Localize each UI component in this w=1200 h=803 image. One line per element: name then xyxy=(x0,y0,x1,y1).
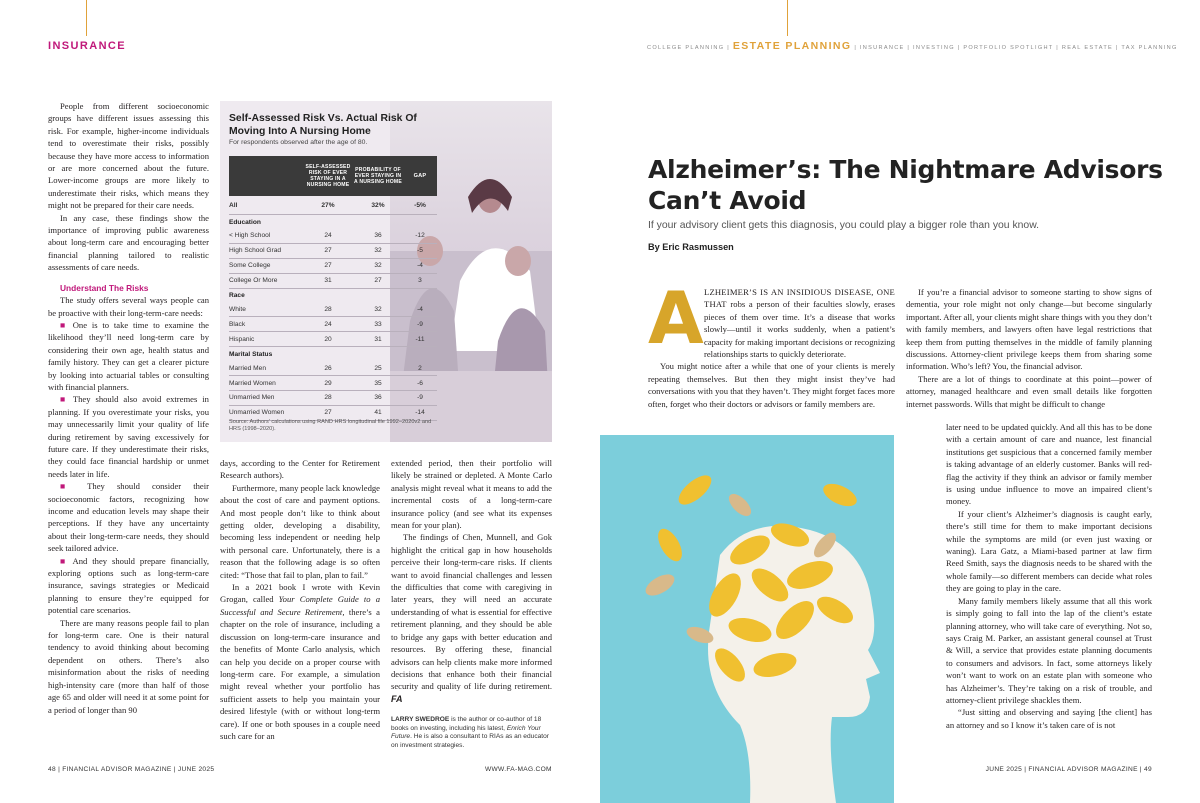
footer-url[interactable]: WWW.FA-MAG.COM xyxy=(485,766,552,773)
paragraph: “Just sitting and observing and saying [the client] has an attorney and so I know it’s taken care of is not xyxy=(946,707,1152,730)
table-cell: 36 xyxy=(353,391,403,406)
table-cell: 35 xyxy=(353,376,403,391)
leaves-head-image xyxy=(600,435,894,803)
table-cell: -11 xyxy=(403,332,437,347)
row-label: High School Grad xyxy=(229,243,303,258)
row-label: Married Women xyxy=(229,376,303,391)
bullet-icon: ■ xyxy=(60,319,68,330)
paragraph: There are a lot of things to coordinate at this point—power of attorney, managed healthcare and even small details like forgotten internet passwords. Wills that might be difficult to change xyxy=(906,373,1152,409)
table-cell: 28 xyxy=(303,391,353,406)
table-cell: 27 xyxy=(303,243,353,258)
risk-table-box xyxy=(220,101,552,442)
article-column-4 xyxy=(648,276,895,410)
table-subtitle: For respondents observed after the age of 80. xyxy=(229,139,368,146)
table-cell: 2 xyxy=(403,361,437,375)
table-source: Source: Authors’ calculations using RAND HRS longitudinal file 1992–2020v2 and HRS (1998–2020). xyxy=(229,419,432,432)
table-cell: -4 xyxy=(403,303,437,317)
table-cell: 31 xyxy=(303,273,353,288)
row-label: Married Men xyxy=(229,361,303,375)
paragraph: In any case, these findings show the importance of improving public awareness about long-term care and encouraging better financial planning tailored to realistic assessments of care needs. xyxy=(48,212,209,273)
table-cell: 41 xyxy=(353,405,403,420)
table-title: Self-Assessed Risk Vs. Actual Risk Of Moving Into A Nursing Home xyxy=(229,113,417,137)
table-cell: 27 xyxy=(303,405,353,420)
table-cell: 3 xyxy=(403,273,437,288)
article-column-5-wrap xyxy=(946,421,1152,731)
group-label: Marital Status xyxy=(229,350,273,358)
table-cell: 25 xyxy=(353,361,403,375)
table-cell: 31 xyxy=(353,332,403,347)
table-cell: -9 xyxy=(403,317,437,332)
bullet-item: ■ And they should prepare financially, exploring options such as long-term-care insurance, savings strategies or Medicaid planning to ensure they’re equipped for potential care scenarios. xyxy=(48,555,209,616)
table-cell: -5% xyxy=(403,196,437,215)
nav-item-current[interactable]: ESTATE PLANNING xyxy=(732,40,852,52)
article-column-2 xyxy=(220,457,380,742)
row-label: White xyxy=(229,303,303,317)
nav-item[interactable]: | INSURANCE | INVESTING | PORTFOLIO SPOTLIGHT | REAL ESTATE | TAX PLANNING xyxy=(851,45,1178,51)
autumn-leaves-icon xyxy=(600,435,894,803)
risk-table xyxy=(229,156,437,421)
table-cell: 32 xyxy=(353,258,403,273)
bullet-icon: ■ xyxy=(60,394,69,405)
paragraph: You might notice after a while that one of your clients is merely repeating themselves. But then they might insist they’ve had conversations with you that they haven’t. They might forget faces more often, forget who their doctors or advisors or family members are. xyxy=(648,361,895,409)
column-header: PROBABILITY OF EVER STAYING IN A NURSING HOME xyxy=(353,156,403,196)
nav-item[interactable]: COLLEGE PLANNING | xyxy=(647,45,733,51)
row-label: Unmarried Women xyxy=(229,405,303,420)
article-deck: If your advisory client gets this diagnosis, you could play a bigger role than you know. xyxy=(648,220,1040,231)
footer-left: 48 | FINANCIAL ADVISOR MAGAZINE | JUNE 2025 xyxy=(48,766,215,773)
row-label: Hispanic xyxy=(229,332,303,347)
article-column-5 xyxy=(906,286,1152,410)
table-cell: 32 xyxy=(353,303,403,317)
paragraph: extended period, then their portfolio will likely be strained or depleted. A Monte Carlo analysis might reveal what it means to add the incremental costs of a long-term-care insurance policy (and see what its expenses mean for your plan). xyxy=(391,458,552,531)
paragraph: There are many reasons people fail to plan for long-term care. One is their natural tendency to avoid thinking about becoming dependent on others. There’s also misinformation about the risks of needing high-intensity care (more than half of those age 65 and older will need it at some point for a period of longer than 90 xyxy=(48,617,209,715)
table-cell: 27 xyxy=(303,258,353,273)
article-title: Alzheimer’s: The Nightmare Advisors Can’t Avoid xyxy=(648,155,1163,215)
paragraph: days, according to the Center for Retirement Research authors). xyxy=(220,458,380,481)
table-cell: 27% xyxy=(303,196,353,215)
table-cell: -5 xyxy=(403,243,437,258)
table-cell: 32 xyxy=(353,243,403,258)
table-cell: 33 xyxy=(353,317,403,332)
table-cell: -14 xyxy=(403,405,437,420)
column-header: SELF-ASSESSED RISK OF EVER STAYING IN A NURSING HOME xyxy=(303,156,353,196)
table-cell: 26 xyxy=(303,361,353,375)
bullet-item: ■ They should consider their socioeconomic factors, recognizing how income and education levels may shape their perceptions. If they have any uncertainty about their long-term-care needs, they should seek tailored advice. xyxy=(48,481,209,554)
paragraph: The study offers several ways people can be proactive with their long-term-care needs: xyxy=(48,295,209,318)
author-bio: LARRY SWEDROE is the author or co-author of 18 books on investing, including his latest, Enrich Your Future. He is also a consultant to RIAs as an educator on investment strategies. xyxy=(391,716,549,749)
row-label: < High School xyxy=(229,229,303,243)
group-label: Race xyxy=(229,292,245,300)
table-cell: 24 xyxy=(303,317,353,332)
paragraph: People from different socioeconomic groups have different issues assessing this risk. For example, higher-income individuals tend to overestimate their risks, possibly because they have more access to information or are more concerned about the future. Lower-income groups are more likely to underestimate their risks, which means they might not be prepared for their care needs. xyxy=(48,101,209,211)
paragraph: Many family members likely assume that all this work is simply going to fall into the lap of the client’s estate planning attorney, who will take care of everything. Not so, says Craig M. Parker, an assistant general counsel at Trust & Will, a service that provides estate planning documents to consumers and advisors. In fact, some attorneys likely won’t want to work on an estate plan with someone who has Alzheimer’s. They’re taking on a risk of trouble, and attorney-client privilege shackles them. xyxy=(946,595,1152,705)
table-cell: 20 xyxy=(303,332,353,347)
paragraph: If you’re a financial advisor to someone starting to show signs of dementia, your role might not only change—but become singularly important. After all, your clients might share things with you they don’t with family members, and lawyers often have legal restrictions that keep them from putting themselves in the middle of family planning discussions. Attorney-client privilege keeps them from sharing some information. Who’s left? You, the financial advisor. xyxy=(906,287,1152,372)
column-header: GAP xyxy=(403,156,437,196)
drop-cap: A xyxy=(648,276,704,360)
paragraph: Furthermore, many people lack knowledge about the cost of care and payment options. And most people don’t like to think about getting older, developing a disability, becoming less independent or needing help with personal care. Unfortunately, there is a reason that the following adage is so often cited: “Those that fail to plan, plan to fail.” xyxy=(220,482,380,580)
table-cell: 28 xyxy=(303,303,353,317)
table-cell: 24 xyxy=(303,229,353,243)
paragraph: later need to be updated quickly. And all this has to be done with a certain amount of care and nuance, lest financial institutions get suspicious that a concerned family member is taking advantage of an elderly customer. Banks will red-flag the activity if they think an advisor or family member is using undue influence to move an impaired client’s money. xyxy=(946,422,1152,507)
byline: By Eric Rasmussen xyxy=(648,242,734,252)
row-label: Some College xyxy=(229,258,303,273)
paragraph: In a 2021 book I wrote with Kevin Grogan, called Your Complete Guide to a Successful and Secure Retirement, there’s a chapter on the role of insurance, including a discussion on long-term-care insurance and the benefits of Monte Carlo analysis, which can help you decide on a proper course with long-term care. For example, a simulation might reveal whether your portfolio has sufficient assets to help you maintain your desired lifestyle (with or without long-term care). If one or both spouses in a couple need such care for an xyxy=(220,582,380,741)
bullet-item: ■ One is to take time to examine the likelihood they’ll need long-term care by considering their own age, health status and family history. They can get a clearer picture by looking into actuarial tables or consulting with financial planners. xyxy=(48,319,209,392)
footer-right: JUNE 2025 | FINANCIAL ADVISOR MAGAZINE | 49 xyxy=(985,766,1152,773)
table-cell: 27 xyxy=(353,273,403,288)
table-cell: -9 xyxy=(403,391,437,406)
table-cell: 36 xyxy=(353,229,403,243)
group-label: Education xyxy=(229,218,261,226)
paragraph: If your client’s Alzheimer’s diagnosis is caught early, there’s still time for them to make important decisions while the symptoms are mild (or even just waxing or waning). Lara Gatz, a Miami-based partner at law firm Reed Smith, says the diagnosis needs to be shared with the whole family—so different members can decide what roles they are going to play in the care. xyxy=(946,508,1152,594)
article-column-1 xyxy=(48,100,209,716)
row-label: All xyxy=(229,196,303,215)
article-column-3 xyxy=(391,457,552,705)
table-cell: -12 xyxy=(403,229,437,243)
bullet-icon: ■ xyxy=(60,555,69,566)
book-title: Your Complete Guide to a Successful and Secure Retirement, xyxy=(220,594,380,617)
bullet-item: ■ They should also avoid extremes in planning. If you overestimate your risks, you may unnecessarily limit your quality of life during retirement by saving excessively for future care. If they underestimate their risks, they could face financial hardship or unmet needs later in life. xyxy=(48,394,209,479)
section-label: INSURANCE xyxy=(48,40,126,52)
section-nav xyxy=(647,40,1178,52)
table-cell: -6 xyxy=(403,376,437,391)
fa-logo-icon: FA xyxy=(391,693,403,704)
row-label: Unmarried Men xyxy=(229,391,303,406)
table-cell: 29 xyxy=(303,376,353,391)
subheading: Understand The Risks xyxy=(60,282,149,293)
row-label: Black xyxy=(229,317,303,332)
lead-paragraph: LZHEIMER’S IS AN INSIDIOUS DISEASE, ONE THAT robs a person of their faculties slowly, erases pieces of them over time. It’s a disease that works slowly—until it works suddenly, when a patient’s capacity for making important decisions or recognizing relationships starts to quickly deteriorate. xyxy=(704,287,895,360)
row-label: College Or More xyxy=(229,273,303,288)
bullet-icon: ■ xyxy=(60,481,76,492)
paragraph: The findings of Chen, Munnell, and Gok highlight the critical gap in how households perceive their long-term-care risks. If clients want to avoid financial challenges and lessen the difficulties that come with caregiving in later years, they will need an accurate understanding of what is essential for effective retirement planning, and they should be able to bridge any gaps with better education and resources. By offering these, financial advisors can help clients make more informed decisions that enhance both their financial security and quality of life during retirement. FA xyxy=(391,532,552,704)
table-cell: 32% xyxy=(353,196,403,215)
table-cell: -4 xyxy=(403,258,437,273)
